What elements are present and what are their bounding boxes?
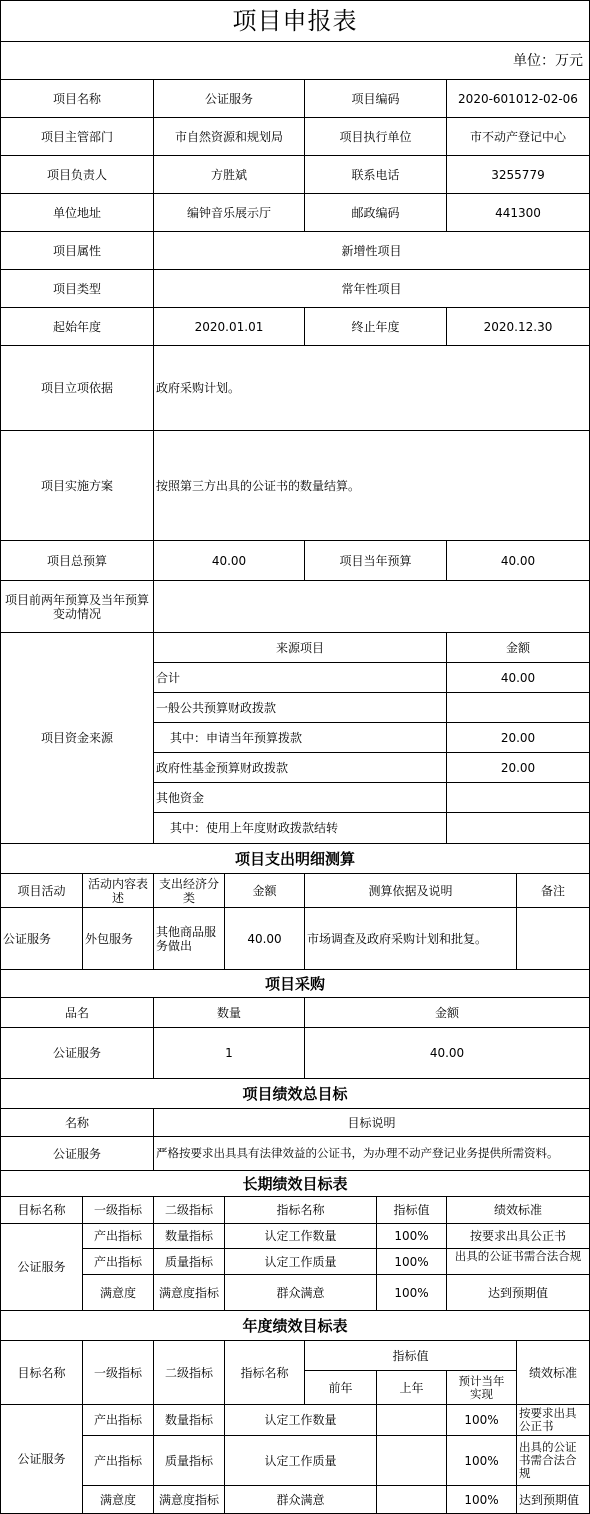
label-attribute: 项目属性: [0, 232, 154, 270]
value-project-name: 公证服务: [154, 80, 305, 118]
funds-col-source: 来源项目: [154, 633, 447, 663]
annual-cell: 满意度指标: [154, 1486, 225, 1514]
annual-cell: 数量指标: [154, 1405, 225, 1436]
annual-cell: [377, 1486, 447, 1514]
annual-cell: 产出指标: [83, 1436, 154, 1486]
annual-cell-empty: [305, 1405, 377, 1436]
longterm-cell: 认定工作数量: [225, 1224, 377, 1249]
expense-header: 活动内容表述: [83, 874, 154, 908]
longterm-cell: 群众满意: [225, 1275, 377, 1311]
value-basis: 政府采购计划。: [154, 346, 590, 431]
value-attribute: 新增性项目: [154, 232, 590, 270]
value-leader: 方胜斌: [154, 156, 305, 194]
annual-cell: 质量指标: [154, 1436, 225, 1486]
purchase-header: 品名: [0, 998, 154, 1028]
value-dept: 市自然资源和规划局: [154, 118, 305, 156]
annual-header: 指标值: [305, 1341, 517, 1371]
expense-header: 支出经济分类: [154, 874, 225, 908]
funds-source: 其中：使用上年度财政拨款结转: [154, 813, 447, 844]
longterm-header: 指标名称: [225, 1197, 377, 1224]
funds-source: 一般公共预算财政拨款: [154, 693, 447, 723]
funds-col-amount: 金额: [447, 633, 590, 663]
purchase-cell: 公证服务: [0, 1028, 154, 1079]
annual-target: 公证服务: [0, 1405, 83, 1514]
expense-header: 项目活动: [0, 874, 83, 908]
annual-cell: 100%: [447, 1405, 517, 1436]
longterm-cell: 质量指标: [154, 1249, 225, 1275]
label-budget-change: 项目前两年预算及当年预算变动情况: [0, 581, 154, 633]
annual-header: 绩效标准: [517, 1341, 590, 1405]
value-budget-change: [154, 581, 590, 633]
expense-cell: 市场调查及政府采购计划和批复。: [305, 908, 517, 970]
expense-title: 项目支出明细测算: [0, 844, 590, 874]
annual-cell: 认定工作质量: [225, 1436, 377, 1486]
funds-amount: 20.00: [447, 723, 590, 753]
value-project-code: 2020-601012-02-06: [447, 80, 590, 118]
unit-label: 单位：万元: [0, 42, 590, 80]
value-plan: 按照第三方出具的公证书的数量结算。: [154, 431, 590, 541]
annual-cell-empty: [305, 1486, 377, 1514]
value-type: 常年性项目: [154, 270, 590, 308]
annual-cell: 按要求出具公正书: [517, 1405, 590, 1436]
funds-amount: [447, 783, 590, 813]
label-funds: 项目资金来源: [0, 633, 154, 844]
label-dept: 项目主管部门: [0, 118, 154, 156]
funds-source: 政府性基金预算财政拨款: [154, 753, 447, 783]
label-project-name: 项目名称: [0, 80, 154, 118]
annual-cell: 认定工作数量: [225, 1405, 377, 1436]
funds-amount: [447, 813, 590, 844]
value-zip: 441300: [447, 194, 590, 232]
label-zip: 邮政编码: [305, 194, 447, 232]
funds-amount: 20.00: [447, 753, 590, 783]
longterm-title: 长期绩效目标表: [0, 1171, 590, 1197]
longterm-cell: 满意度指标: [154, 1275, 225, 1311]
value-phone: 3255779: [447, 156, 590, 194]
longterm-header: 二级指标: [154, 1197, 225, 1224]
longterm-cell: 认定工作质量: [225, 1249, 377, 1275]
expense-header: 测算依据及说明: [305, 874, 517, 908]
annual-cell: 满意度: [83, 1486, 154, 1514]
annual-subheader: 前年: [305, 1371, 377, 1405]
annual-cell: 100%: [447, 1436, 517, 1486]
longterm-cell: 100%: [377, 1249, 447, 1275]
longterm-cell: 满意度: [83, 1275, 154, 1311]
funds-amount: 40.00: [447, 663, 590, 693]
expense-header: 备注: [517, 874, 590, 908]
goal-header: 名称: [0, 1109, 154, 1137]
value-exec-unit: 市不动产登记中心: [447, 118, 590, 156]
label-type: 项目类型: [0, 270, 154, 308]
longterm-header: 目标名称: [0, 1197, 83, 1224]
longterm-cell: 达到预期值: [447, 1275, 590, 1311]
label-total-budget: 项目总预算: [0, 541, 154, 581]
funds-source: 合计: [154, 663, 447, 693]
funds-source: 其他资金: [154, 783, 447, 813]
annual-cell: 群众满意: [225, 1486, 377, 1514]
label-end-year: 终止年度: [305, 308, 447, 346]
annual-header: 一级指标: [83, 1341, 154, 1405]
expense-cell: 其他商品服务做出: [154, 908, 225, 970]
annual-header: 二级指标: [154, 1341, 225, 1405]
annual-cell: 100%: [447, 1486, 517, 1514]
annual-cell: 出具的公证书需合法合规: [517, 1436, 590, 1486]
annual-subheader: 上年: [377, 1371, 447, 1405]
longterm-cell: 出具的公证书需合法合规: [447, 1249, 590, 1275]
label-plan: 项目实施方案: [0, 431, 154, 541]
expense-cell: 公证服务: [0, 908, 83, 970]
longterm-target: 公证服务: [0, 1224, 83, 1311]
annual-header: 目标名称: [0, 1341, 83, 1405]
value-start-year: 2020.01.01: [154, 308, 305, 346]
longterm-cell: 100%: [377, 1275, 447, 1311]
value-total-budget: 40.00: [154, 541, 305, 581]
annual-cell: 产出指标: [83, 1405, 154, 1436]
purchase-cell: 40.00: [305, 1028, 590, 1079]
goal-cell: 严格按要求出具具有法律效益的公证书，为办理不动产登记业务提供所需资料。: [154, 1137, 590, 1171]
annual-cell: [377, 1405, 447, 1436]
goal-header: 目标说明: [154, 1109, 590, 1137]
annual-cell-empty: [305, 1436, 377, 1486]
label-start-year: 起始年度: [0, 308, 154, 346]
label-exec-unit: 项目执行单位: [305, 118, 447, 156]
longterm-cell: 按要求出具公正书: [447, 1224, 590, 1249]
expense-cell: 40.00: [225, 908, 305, 970]
goal-title: 项目绩效总目标: [0, 1079, 590, 1109]
annual-header: 指标名称: [225, 1341, 305, 1405]
label-address: 单位地址: [0, 194, 154, 232]
funds-amount: [447, 693, 590, 723]
expense-header: 金额: [225, 874, 305, 908]
annual-title: 年度绩效目标表: [0, 1311, 590, 1341]
longterm-header: 指标值: [377, 1197, 447, 1224]
longterm-header: 绩效标准: [447, 1197, 590, 1224]
label-leader: 项目负责人: [0, 156, 154, 194]
longterm-cell: 100%: [377, 1224, 447, 1249]
annual-subheader: 预计当年实现: [447, 1371, 517, 1405]
purchase-header: 数量: [154, 998, 305, 1028]
longterm-cell: 产出指标: [83, 1224, 154, 1249]
label-project-code: 项目编码: [305, 80, 447, 118]
value-year-budget: 40.00: [447, 541, 590, 581]
funds-source: 其中：申请当年预算拨款: [154, 723, 447, 753]
longterm-cell: 产出指标: [83, 1249, 154, 1275]
label-year-budget: 项目当年预算: [305, 541, 447, 581]
goal-cell: 公证服务: [0, 1137, 154, 1171]
label-basis: 项目立项依据: [0, 346, 154, 431]
expense-cell: 外包服务: [83, 908, 154, 970]
purchase-cell: 1: [154, 1028, 305, 1079]
form-title: 项目申报表: [0, 0, 590, 42]
longterm-cell: 数量指标: [154, 1224, 225, 1249]
annual-cell: 达到预期值: [517, 1486, 590, 1514]
longterm-header: 一级指标: [83, 1197, 154, 1224]
label-phone: 联系电话: [305, 156, 447, 194]
annual-cell: [377, 1436, 447, 1486]
value-end-year: 2020.12.30: [447, 308, 590, 346]
purchase-title: 项目采购: [0, 970, 590, 998]
expense-cell: [517, 908, 590, 970]
purchase-header: 金额: [305, 998, 590, 1028]
value-address: 编钟音乐展示厅: [154, 194, 305, 232]
